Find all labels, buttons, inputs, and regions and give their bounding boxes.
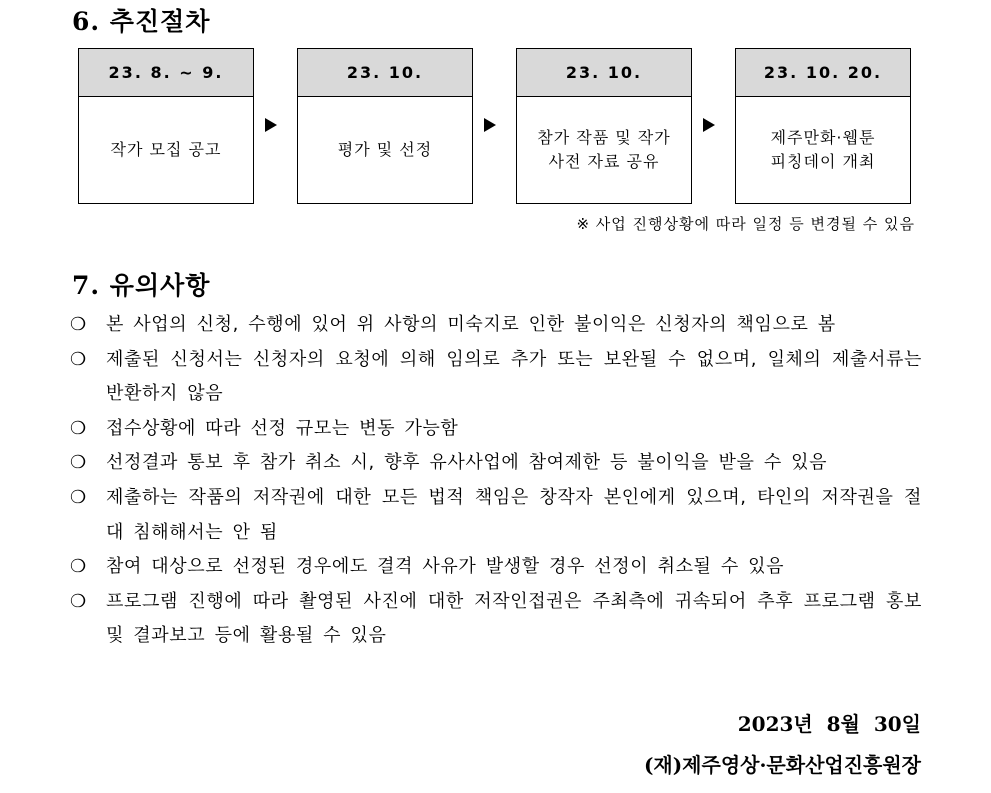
step-2-description	[298, 97, 472, 203]
notice-text: 본 사업의 신청, 수행에 있어 위 사항의 미숙지로 인한 불이익은 신청자의 책임으로 봄	[106, 314, 836, 335]
step-3-date: 23. 10.	[517, 49, 691, 97]
notice-section-title: 7. 유의사항	[72, 271, 211, 300]
circle-bullet-icon: ❍	[70, 556, 87, 578]
step-4-description	[736, 97, 910, 203]
step-1-line-1: 작가 모집 공고	[110, 140, 222, 159]
circle-bullet-icon: ❍	[70, 590, 87, 612]
notice-item	[70, 446, 922, 481]
circle-bullet-icon: ❍	[70, 452, 87, 474]
step-3-line-1: 참가 작품 및 작가	[537, 128, 671, 147]
procedure-step-1	[78, 48, 254, 204]
notice-text: 제출된 신청서는 신청자의 요청에 의해 임의로 추가 또는 보완될 수 없으며, 일체의 제출서류는 반환하지 않음	[106, 348, 922, 405]
announcement-date: 2023년 8월 30일	[737, 712, 921, 736]
notice-text: 프로그램 진행에 따라 촬영된 사진에 대한 저작인접권은 주최측에 귀속되어 추후 프로그램 홍보 및 결과보고 등에 활용될 수 있음	[106, 590, 922, 647]
circle-bullet-icon: ❍	[70, 314, 87, 335]
notice-text: 제출하는 작품의 저작권에 대한 모든 법적 책임은 창작자 본인에게 있으며, 타인의 저작권을 절대 침해해서는 안 됨	[106, 486, 922, 543]
notice-text: 선정결과 통보 후 참가 취소 시, 향후 유사사업에 참여제한 등 불이익을 받을 수 있음	[106, 452, 828, 474]
notice-item	[70, 343, 922, 412]
step-1-date: 23. 8. ~ 9.	[79, 49, 253, 97]
procedure-step-4	[735, 48, 911, 204]
step-arrow-icon	[265, 118, 277, 132]
procedure-step-2	[297, 48, 473, 204]
notice-text: 접수상황에 따라 선정 규모는 변동 가능함	[106, 417, 459, 439]
issuing-organization: (재)제주영상·문화산업진흥원장	[643, 753, 921, 777]
circle-bullet-icon: ❍	[70, 417, 87, 439]
notice-item	[70, 412, 922, 447]
notice-text: 참여 대상으로 선정된 경우에도 결격 사유가 발생할 경우 선정이 취소될 수 있음	[106, 556, 785, 578]
step-3-description	[517, 97, 691, 203]
circle-bullet-icon: ❍	[70, 348, 87, 370]
step-arrow-icon	[703, 118, 715, 132]
step-4-date: 23. 10. 20.	[736, 49, 910, 97]
step-3-line-2: 사전 자료 공유	[548, 152, 660, 171]
notice-item	[70, 481, 922, 550]
notice-item	[70, 308, 922, 343]
step-2-date: 23. 10.	[298, 49, 472, 97]
step-4-line-1: 제주만화·웹툰	[770, 128, 876, 147]
notice-list	[70, 308, 922, 654]
step-2-line-1: 평가 및 선정	[337, 140, 433, 159]
step-1-description	[79, 97, 253, 203]
notice-item	[70, 550, 922, 585]
procedure-step-3	[516, 48, 692, 204]
step-4-line-2: 피칭데이 개최	[770, 152, 876, 171]
schedule-change-note: ※ 사업 진행상황에 따라 일정 등 변경될 수 있음	[576, 215, 915, 233]
notice-item	[70, 585, 922, 654]
procedure-section-title: 6. 추진절차	[72, 7, 211, 36]
circle-bullet-icon: ❍	[70, 486, 87, 508]
step-arrow-icon	[484, 118, 496, 132]
